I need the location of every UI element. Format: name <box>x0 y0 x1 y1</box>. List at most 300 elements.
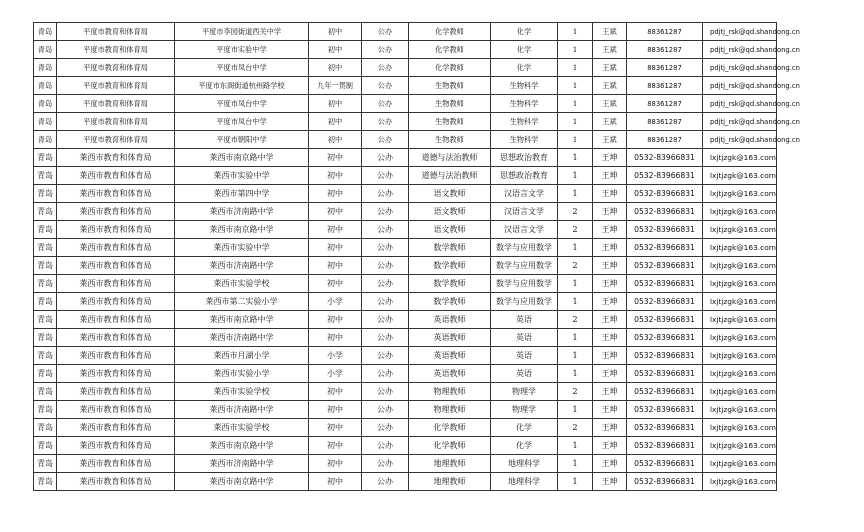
school-cell: 平度市凤台中学 <box>175 59 309 77</box>
position-cell: 化学教师 <box>409 41 491 59</box>
headcount-cell: 1 <box>558 131 593 149</box>
position-cell: 语文教师 <box>409 203 491 221</box>
phone-cell: 0532-83966831 <box>627 473 703 491</box>
phone-cell: 88361287 <box>627 77 703 95</box>
position-cell: 英语教师 <box>409 365 491 383</box>
city-cell: 青岛 <box>34 167 57 185</box>
contact-person-cell: 王坤 <box>593 239 627 257</box>
email-cell: lxjtjzgk@163.com <box>703 329 777 347</box>
major-cell: 英语 <box>491 347 558 365</box>
authority-cell: 莱西市教育和体育局 <box>57 203 175 221</box>
email-cell: lxjtjzgk@163.com <box>703 257 777 275</box>
phone-cell: 88361287 <box>627 59 703 77</box>
phone-cell: 0532-83966831 <box>627 275 703 293</box>
email-cell: pdjtj_rsk@qd.shandong.cn <box>703 131 777 149</box>
headcount-cell: 1 <box>558 77 593 95</box>
school-cell: 莱西市南京路中学 <box>175 221 309 239</box>
city-cell: 青岛 <box>34 77 57 95</box>
contact-person-cell: 王坤 <box>593 455 627 473</box>
contact-person-cell: 王坤 <box>593 437 627 455</box>
major-cell: 英语 <box>491 365 558 383</box>
table-row <box>34 329 777 347</box>
major-cell: 物理学 <box>491 383 558 401</box>
school-type-cell: 公办 <box>362 185 409 203</box>
school-type-cell: 公办 <box>362 95 409 113</box>
city-cell: 青岛 <box>34 95 57 113</box>
headcount-cell: 1 <box>558 437 593 455</box>
authority-cell: 莱西市教育和体育局 <box>57 473 175 491</box>
phone-cell: 0532-83966831 <box>627 167 703 185</box>
headcount-cell: 2 <box>558 419 593 437</box>
school-cell: 莱西市第二实验小学 <box>175 293 309 311</box>
school-level-cell: 初中 <box>309 239 362 257</box>
position-cell: 英语教师 <box>409 311 491 329</box>
authority-cell: 平度市教育和体育局 <box>57 77 175 95</box>
school-type-cell: 公办 <box>362 383 409 401</box>
position-cell: 数学教师 <box>409 293 491 311</box>
headcount-cell: 2 <box>558 311 593 329</box>
authority-cell: 莱西市教育和体育局 <box>57 383 175 401</box>
school-type-cell: 公办 <box>362 257 409 275</box>
phone-cell: 0532-83966831 <box>627 437 703 455</box>
email-cell: pdjtj_rsk@qd.shandong.cn <box>703 41 777 59</box>
authority-cell: 莱西市教育和体育局 <box>57 221 175 239</box>
authority-cell: 莱西市教育和体育局 <box>57 257 175 275</box>
city-cell: 青岛 <box>34 419 57 437</box>
contact-person-cell: 王坤 <box>593 203 627 221</box>
phone-cell: 0532-83966831 <box>627 311 703 329</box>
contact-person-cell: 王斌 <box>593 131 627 149</box>
contact-person-cell: 王坤 <box>593 185 627 203</box>
major-cell: 汉语言文学 <box>491 185 558 203</box>
school-type-cell: 公办 <box>362 365 409 383</box>
contact-person-cell: 王坤 <box>593 365 627 383</box>
school-cell: 莱西市济南路中学 <box>175 329 309 347</box>
school-cell: 平度市朝阳中学 <box>175 131 309 149</box>
school-cell: 莱西市南京路中学 <box>175 437 309 455</box>
position-cell: 英语教师 <box>409 329 491 347</box>
city-cell: 青岛 <box>34 203 57 221</box>
city-cell: 青岛 <box>34 383 57 401</box>
headcount-cell: 1 <box>558 239 593 257</box>
school-level-cell: 初中 <box>309 275 362 293</box>
city-cell: 青岛 <box>34 401 57 419</box>
recruitment-table <box>33 22 800 491</box>
school-level-cell: 小学 <box>309 347 362 365</box>
position-cell: 生物教师 <box>409 131 491 149</box>
major-cell: 地理科学 <box>491 473 558 491</box>
table-row <box>34 365 777 383</box>
position-cell: 化学教师 <box>409 23 491 41</box>
headcount-cell: 1 <box>558 149 593 167</box>
authority-cell: 莱西市教育和体育局 <box>57 455 175 473</box>
contact-person-cell: 王斌 <box>593 77 627 95</box>
school-type-cell: 公办 <box>362 113 409 131</box>
authority-cell: 莱西市教育和体育局 <box>57 293 175 311</box>
table-row <box>34 113 777 131</box>
position-cell: 物理教师 <box>409 401 491 419</box>
school-type-cell: 公办 <box>362 347 409 365</box>
email-cell: lxjtjzgk@163.com <box>703 437 777 455</box>
headcount-cell: 1 <box>558 473 593 491</box>
city-cell: 青岛 <box>34 455 57 473</box>
email-cell: lxjtjzgk@163.com <box>703 203 777 221</box>
major-cell: 数学与应用数学 <box>491 239 558 257</box>
email-cell: lxjtjzgk@163.com <box>703 221 777 239</box>
contact-person-cell: 王坤 <box>593 401 627 419</box>
school-level-cell: 初中 <box>309 257 362 275</box>
school-level-cell: 初中 <box>309 23 362 41</box>
school-level-cell: 小学 <box>309 365 362 383</box>
table-row <box>34 347 777 365</box>
authority-cell: 莱西市教育和体育局 <box>57 329 175 347</box>
major-cell: 化学 <box>491 41 558 59</box>
city-cell: 青岛 <box>34 365 57 383</box>
phone-cell: 88361287 <box>627 113 703 131</box>
authority-cell: 平度市教育和体育局 <box>57 95 175 113</box>
school-level-cell: 初中 <box>309 131 362 149</box>
phone-cell: 0532-83966831 <box>627 455 703 473</box>
headcount-cell: 2 <box>558 221 593 239</box>
headcount-cell: 2 <box>558 257 593 275</box>
table-row <box>34 167 777 185</box>
contact-person-cell: 王坤 <box>593 221 627 239</box>
authority-cell: 莱西市教育和体育局 <box>57 185 175 203</box>
school-cell: 莱西市实验学校 <box>175 275 309 293</box>
school-cell: 莱西市济南路中学 <box>175 455 309 473</box>
authority-cell: 莱西市教育和体育局 <box>57 419 175 437</box>
major-cell: 化学 <box>491 23 558 41</box>
city-cell: 青岛 <box>34 275 57 293</box>
major-cell: 英语 <box>491 329 558 347</box>
email-cell: lxjtjzgk@163.com <box>703 311 777 329</box>
school-type-cell: 公办 <box>362 59 409 77</box>
table-row <box>34 473 777 491</box>
table-row <box>34 59 777 77</box>
headcount-cell: 1 <box>558 23 593 41</box>
table-row <box>34 131 777 149</box>
contact-person-cell: 王坤 <box>593 329 627 347</box>
contact-person-cell: 王斌 <box>593 59 627 77</box>
email-cell: lxjtjzgk@163.com <box>703 419 777 437</box>
school-type-cell: 公办 <box>362 203 409 221</box>
position-cell: 物理教师 <box>409 383 491 401</box>
table-row <box>34 401 777 419</box>
position-cell: 地理教师 <box>409 473 491 491</box>
school-cell: 莱西市济南路中学 <box>175 257 309 275</box>
contact-person-cell: 王斌 <box>593 113 627 131</box>
school-cell: 平度市凤台中学 <box>175 95 309 113</box>
city-cell: 青岛 <box>34 23 57 41</box>
school-level-cell: 初中 <box>309 383 362 401</box>
table-row <box>34 437 777 455</box>
contact-person-cell: 王坤 <box>593 275 627 293</box>
school-type-cell: 公办 <box>362 77 409 95</box>
phone-cell: 0532-83966831 <box>627 419 703 437</box>
authority-cell: 莱西市教育和体育局 <box>57 437 175 455</box>
email-cell: lxjtjzgk@163.com <box>703 239 777 257</box>
table-row <box>34 383 777 401</box>
major-cell: 生物科学 <box>491 113 558 131</box>
city-cell: 青岛 <box>34 293 57 311</box>
school-level-cell: 初中 <box>309 419 362 437</box>
contact-person-cell: 王坤 <box>593 347 627 365</box>
school-level-cell: 初中 <box>309 437 362 455</box>
authority-cell: 莱西市教育和体育局 <box>57 365 175 383</box>
authority-cell: 平度市教育和体育局 <box>57 131 175 149</box>
phone-cell: 88361287 <box>627 95 703 113</box>
school-cell: 莱西市济南路中学 <box>175 401 309 419</box>
authority-cell: 莱西市教育和体育局 <box>57 239 175 257</box>
phone-cell: 0532-83966831 <box>627 257 703 275</box>
school-type-cell: 公办 <box>362 401 409 419</box>
email-cell: lxjtjzgk@163.com <box>703 383 777 401</box>
city-cell: 青岛 <box>34 221 57 239</box>
headcount-cell: 1 <box>558 293 593 311</box>
school-type-cell: 公办 <box>362 455 409 473</box>
position-cell: 生物教师 <box>409 113 491 131</box>
school-level-cell: 九年一贯制 <box>309 77 362 95</box>
position-cell: 生物教师 <box>409 77 491 95</box>
major-cell: 物理学 <box>491 401 558 419</box>
major-cell: 数学与应用数学 <box>491 275 558 293</box>
school-level-cell: 初中 <box>309 401 362 419</box>
table-row <box>34 275 777 293</box>
major-cell: 汉语言文学 <box>491 221 558 239</box>
headcount-cell: 1 <box>558 347 593 365</box>
city-cell: 青岛 <box>34 239 57 257</box>
authority-cell: 平度市教育和体育局 <box>57 59 175 77</box>
authority-cell: 平度市教育和体育局 <box>57 23 175 41</box>
email-cell: lxjtjzgk@163.com <box>703 401 777 419</box>
position-cell: 数学教师 <box>409 239 491 257</box>
city-cell: 青岛 <box>34 59 57 77</box>
major-cell: 英语 <box>491 311 558 329</box>
headcount-cell: 1 <box>558 185 593 203</box>
phone-cell: 88361287 <box>627 131 703 149</box>
school-type-cell: 公办 <box>362 149 409 167</box>
email-cell: pdjtj_rsk@qd.shandong.cn <box>703 77 777 95</box>
school-level-cell: 初中 <box>309 203 362 221</box>
school-type-cell: 公办 <box>362 473 409 491</box>
headcount-cell: 2 <box>558 383 593 401</box>
position-cell: 生物教师 <box>409 95 491 113</box>
major-cell: 思想政治教育 <box>491 167 558 185</box>
phone-cell: 0532-83966831 <box>627 329 703 347</box>
school-cell: 莱西市月湖小学 <box>175 347 309 365</box>
school-level-cell: 初中 <box>309 59 362 77</box>
authority-cell: 莱西市教育和体育局 <box>57 167 175 185</box>
position-cell: 语文教师 <box>409 221 491 239</box>
headcount-cell: 1 <box>558 59 593 77</box>
position-cell: 道德与法治教师 <box>409 167 491 185</box>
phone-cell: 0532-83966831 <box>627 365 703 383</box>
school-cell: 平度市李园街道西关中学 <box>175 23 309 41</box>
phone-cell: 0532-83966831 <box>627 239 703 257</box>
school-type-cell: 公办 <box>362 311 409 329</box>
headcount-cell: 2 <box>558 203 593 221</box>
school-level-cell: 小学 <box>309 293 362 311</box>
position-cell: 化学教师 <box>409 59 491 77</box>
school-cell: 平度市凤台中学 <box>175 113 309 131</box>
table-row <box>34 41 777 59</box>
headcount-cell: 1 <box>558 167 593 185</box>
school-type-cell: 公办 <box>362 293 409 311</box>
table-row <box>34 95 777 113</box>
headcount-cell: 1 <box>558 329 593 347</box>
contact-person-cell: 王斌 <box>593 95 627 113</box>
headcount-cell: 1 <box>558 275 593 293</box>
city-cell: 青岛 <box>34 473 57 491</box>
headcount-cell: 1 <box>558 401 593 419</box>
authority-cell: 莱西市教育和体育局 <box>57 275 175 293</box>
phone-cell: 88361287 <box>627 41 703 59</box>
major-cell: 汉语言文学 <box>491 203 558 221</box>
position-cell: 地理教师 <box>409 455 491 473</box>
contact-person-cell: 王坤 <box>593 293 627 311</box>
school-cell: 莱西市实验学校 <box>175 419 309 437</box>
email-cell: lxjtjzgk@163.com <box>703 275 777 293</box>
school-cell: 莱西市南京路中学 <box>175 473 309 491</box>
contact-person-cell: 王斌 <box>593 23 627 41</box>
position-cell: 数学教师 <box>409 275 491 293</box>
school-cell: 平度市东阁街道杭州路学校 <box>175 77 309 95</box>
school-level-cell: 初中 <box>309 95 362 113</box>
school-type-cell: 公办 <box>362 221 409 239</box>
headcount-cell: 1 <box>558 113 593 131</box>
phone-cell: 0532-83966831 <box>627 221 703 239</box>
position-cell: 道德与法治教师 <box>409 149 491 167</box>
school-type-cell: 公办 <box>362 23 409 41</box>
authority-cell: 平度市教育和体育局 <box>57 113 175 131</box>
school-cell: 莱西市济南路中学 <box>175 203 309 221</box>
table-row <box>34 185 777 203</box>
table-row <box>34 257 777 275</box>
table-body <box>34 23 800 491</box>
school-level-cell: 初中 <box>309 167 362 185</box>
table-row <box>34 293 777 311</box>
phone-cell: 0532-83966831 <box>627 149 703 167</box>
school-level-cell: 初中 <box>309 311 362 329</box>
major-cell: 数学与应用数学 <box>491 293 558 311</box>
email-cell: pdjtj_rsk@qd.shandong.cn <box>703 113 777 131</box>
table-row <box>34 239 777 257</box>
school-type-cell: 公办 <box>362 437 409 455</box>
major-cell: 思想政治教育 <box>491 149 558 167</box>
school-level-cell: 初中 <box>309 185 362 203</box>
position-cell: 语文教师 <box>409 185 491 203</box>
headcount-cell: 1 <box>558 41 593 59</box>
contact-person-cell: 王坤 <box>593 257 627 275</box>
position-cell: 化学教师 <box>409 437 491 455</box>
city-cell: 青岛 <box>34 347 57 365</box>
contact-person-cell: 王坤 <box>593 167 627 185</box>
school-cell: 莱西市第四中学 <box>175 185 309 203</box>
table-row <box>34 419 777 437</box>
email-cell: pdjtj_rsk@qd.shandong.cn <box>703 59 777 77</box>
major-cell: 生物科学 <box>491 77 558 95</box>
contact-person-cell: 王坤 <box>593 149 627 167</box>
school-level-cell: 初中 <box>309 221 362 239</box>
major-cell: 化学 <box>491 437 558 455</box>
school-level-cell: 初中 <box>309 473 362 491</box>
school-cell: 莱西市实验学校 <box>175 383 309 401</box>
headcount-cell: 1 <box>558 365 593 383</box>
phone-cell: 0532-83966831 <box>627 203 703 221</box>
contact-person-cell: 王斌 <box>593 41 627 59</box>
authority-cell: 莱西市教育和体育局 <box>57 311 175 329</box>
contact-person-cell: 王坤 <box>593 311 627 329</box>
table-row <box>34 221 777 239</box>
school-level-cell: 初中 <box>309 41 362 59</box>
table-row <box>34 203 777 221</box>
authority-cell: 平度市教育和体育局 <box>57 41 175 59</box>
position-cell: 化学教师 <box>409 419 491 437</box>
email-cell: lxjtjzgk@163.com <box>703 185 777 203</box>
city-cell: 青岛 <box>34 257 57 275</box>
email-cell: pdjtj_rsk@qd.shandong.cn <box>703 95 777 113</box>
school-type-cell: 公办 <box>362 41 409 59</box>
position-cell: 英语教师 <box>409 347 491 365</box>
position-cell: 数学教师 <box>409 257 491 275</box>
authority-cell: 莱西市教育和体育局 <box>57 401 175 419</box>
city-cell: 青岛 <box>34 41 57 59</box>
phone-cell: 0532-83966831 <box>627 401 703 419</box>
city-cell: 青岛 <box>34 113 57 131</box>
city-cell: 青岛 <box>34 185 57 203</box>
school-type-cell: 公办 <box>362 275 409 293</box>
city-cell: 青岛 <box>34 437 57 455</box>
headcount-cell: 1 <box>558 455 593 473</box>
school-type-cell: 公办 <box>362 329 409 347</box>
school-level-cell: 初中 <box>309 329 362 347</box>
contact-person-cell: 王坤 <box>593 419 627 437</box>
phone-cell: 0532-83966831 <box>627 185 703 203</box>
school-level-cell: 初中 <box>309 455 362 473</box>
phone-cell: 88361287 <box>627 23 703 41</box>
email-cell: lxjtjzgk@163.com <box>703 347 777 365</box>
school-type-cell: 公办 <box>362 131 409 149</box>
school-cell: 莱西市南京路中学 <box>175 311 309 329</box>
table-row <box>34 455 777 473</box>
table-row <box>34 149 777 167</box>
school-type-cell: 公办 <box>362 239 409 257</box>
phone-cell: 0532-83966831 <box>627 293 703 311</box>
authority-cell: 莱西市教育和体育局 <box>57 347 175 365</box>
email-cell: lxjtjzgk@163.com <box>703 293 777 311</box>
major-cell: 地理科学 <box>491 455 558 473</box>
major-cell: 化学 <box>491 419 558 437</box>
document-page <box>33 22 800 491</box>
email-cell: lxjtjzgk@163.com <box>703 167 777 185</box>
headcount-cell: 1 <box>558 95 593 113</box>
table-row <box>34 311 777 329</box>
phone-cell: 0532-83966831 <box>627 347 703 365</box>
table-row <box>34 77 777 95</box>
city-cell: 青岛 <box>34 329 57 347</box>
city-cell: 青岛 <box>34 149 57 167</box>
school-level-cell: 初中 <box>309 149 362 167</box>
authority-cell: 莱西市教育和体育局 <box>57 149 175 167</box>
school-type-cell: 公办 <box>362 419 409 437</box>
major-cell: 生物科学 <box>491 95 558 113</box>
contact-person-cell: 王坤 <box>593 383 627 401</box>
phone-cell: 0532-83966831 <box>627 383 703 401</box>
email-cell: lxjtjzgk@163.com <box>703 365 777 383</box>
contact-person-cell: 王坤 <box>593 473 627 491</box>
school-cell: 莱西市实验中学 <box>175 167 309 185</box>
major-cell: 数学与应用数学 <box>491 257 558 275</box>
